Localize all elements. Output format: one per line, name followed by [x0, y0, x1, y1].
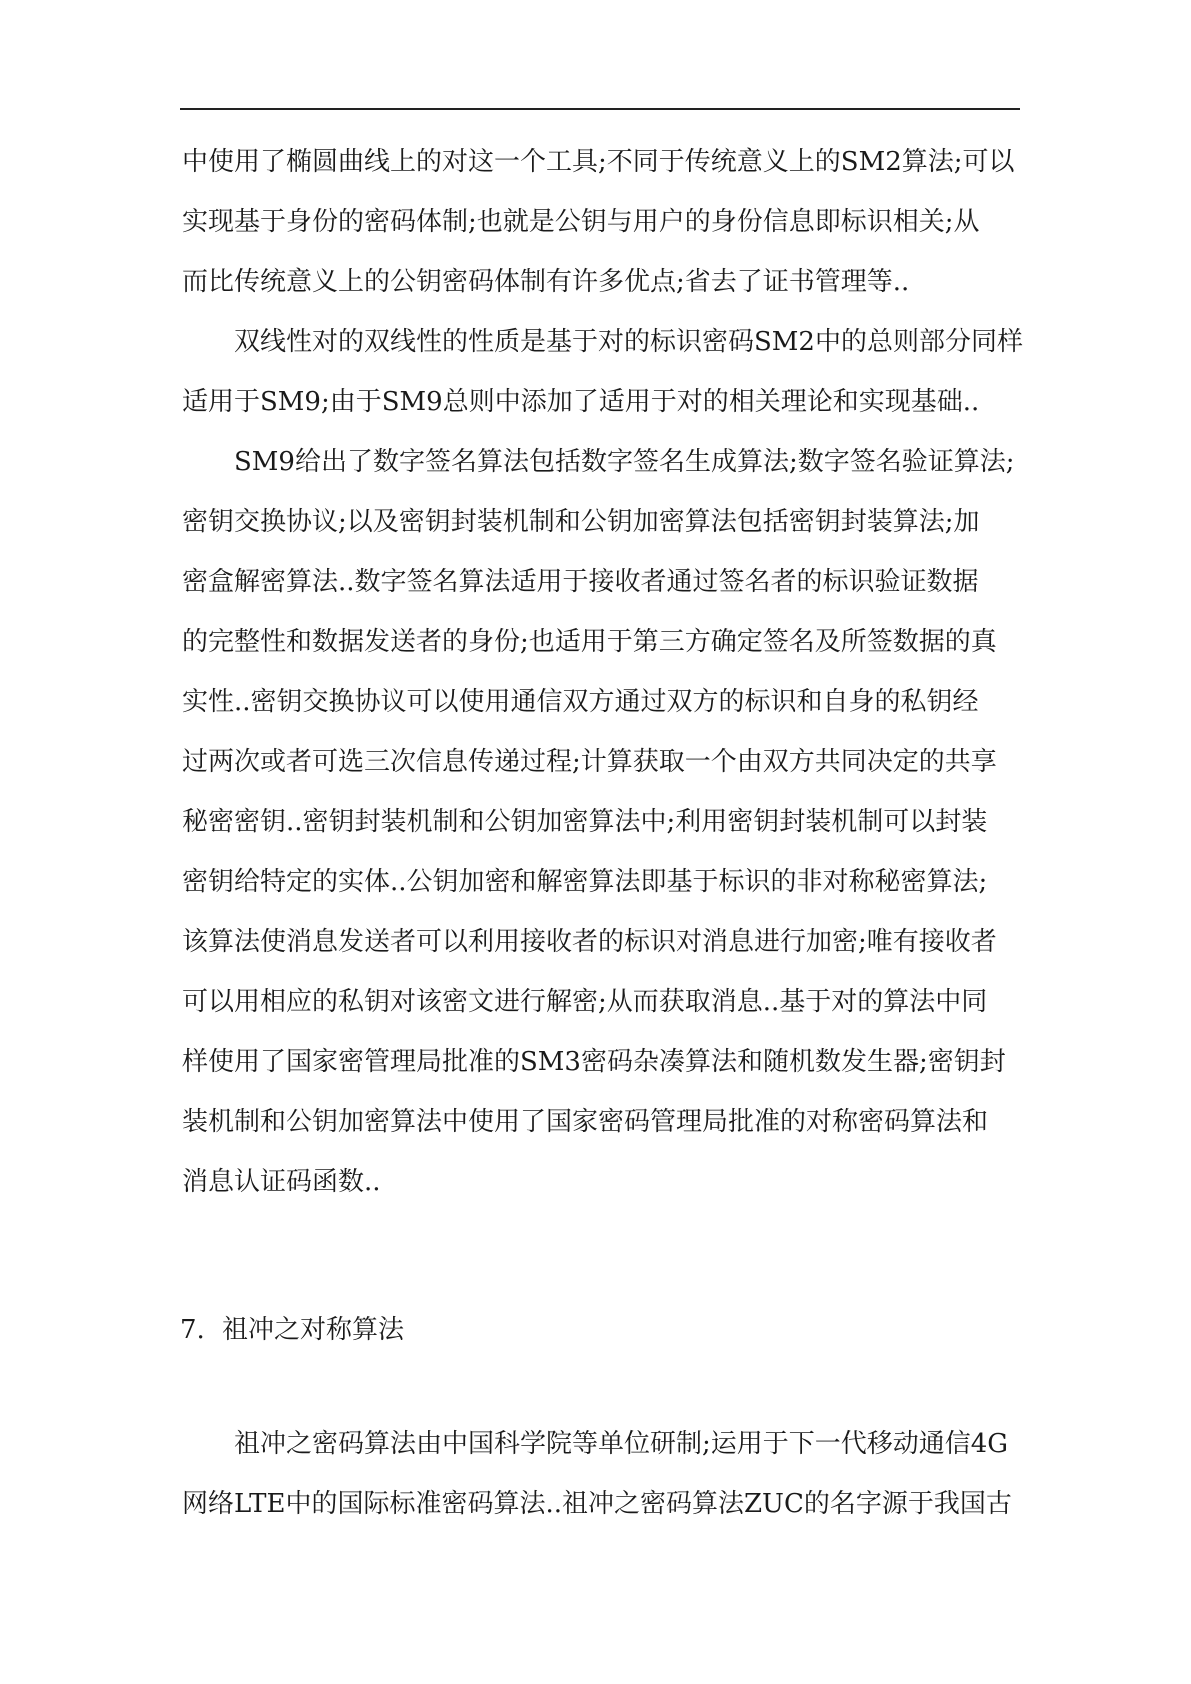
text-line: 该算法使消息发送者可以利用接收者的标识对消息进行加密;唯有接收者	[182, 927, 997, 957]
text-line: 的完整性和数据发送者的身份;也适用于第三方确定签名及所签数据的真	[182, 627, 997, 657]
text-line: 网络LTE中的国际标准密码算法..祖冲之密码算法ZUC的名字源于我国古	[182, 1489, 1012, 1519]
text-line: 消息认证码函数..	[182, 1167, 381, 1197]
section-heading: 祖冲之对称算法	[222, 1315, 405, 1345]
text-line: SM9给出了数字签名算法包括数字签名生成算法;数字签名验证算法;	[234, 447, 1015, 477]
section-number: 7.	[180, 1315, 205, 1345]
text-line: 样使用了国家密管理局批准的SM3密码杂凑算法和随机数发生器;密钥封	[182, 1047, 1006, 1077]
header-rule	[180, 108, 1020, 110]
text-line: 过两次或者可选三次信息传递过程;计算获取一个由双方共同决定的共享	[182, 747, 997, 777]
text-line: 适用于SM9;由于SM9总则中添加了适用于对的相关理论和实现基础..	[182, 387, 980, 417]
text-line: 中使用了椭圆曲线上的对这一个工具;不同于传统意义上的SM2算法;可以	[182, 147, 1015, 177]
text-line: 实性..密钥交换协议可以使用通信双方通过双方的标识和自身的私钥经	[182, 687, 979, 717]
text-line: 装机制和公钥加密算法中使用了国家密码管理局批准的对称密码算法和	[182, 1107, 989, 1137]
text-line: 密钥交换协议;以及密钥封装机制和公钥加密算法包括密钥封装算法;加	[182, 507, 980, 537]
text-line: 双线性对的双线性的性质是基于对的标识密码SM2中的总则部分同样	[234, 327, 1023, 357]
text-line: 可以用相应的私钥对该密文进行解密;从而获取消息..基于对的算法中同	[182, 987, 988, 1017]
text-line: 密盒解密算法..数字签名算法适用于接收者通过签名者的标识验证数据	[182, 567, 979, 597]
text-line: 而比传统意义上的公钥密码体制有许多优点;省去了证书管理等..	[182, 267, 910, 297]
text-line: 秘密密钥..密钥封装机制和公钥加密算法中;利用密钥封装机制可以封装	[182, 807, 988, 837]
text-line: 实现基于身份的密码体制;也就是公钥与用户的身份信息即标识相关;从	[182, 207, 980, 237]
text-line: 祖冲之密码算法由中国科学院等单位研制;运用于下一代移动通信4G	[234, 1429, 1009, 1459]
text-line: 密钥给特定的实体..公钥加密和解密算法即基于标识的非对称秘密算法;	[182, 867, 988, 897]
